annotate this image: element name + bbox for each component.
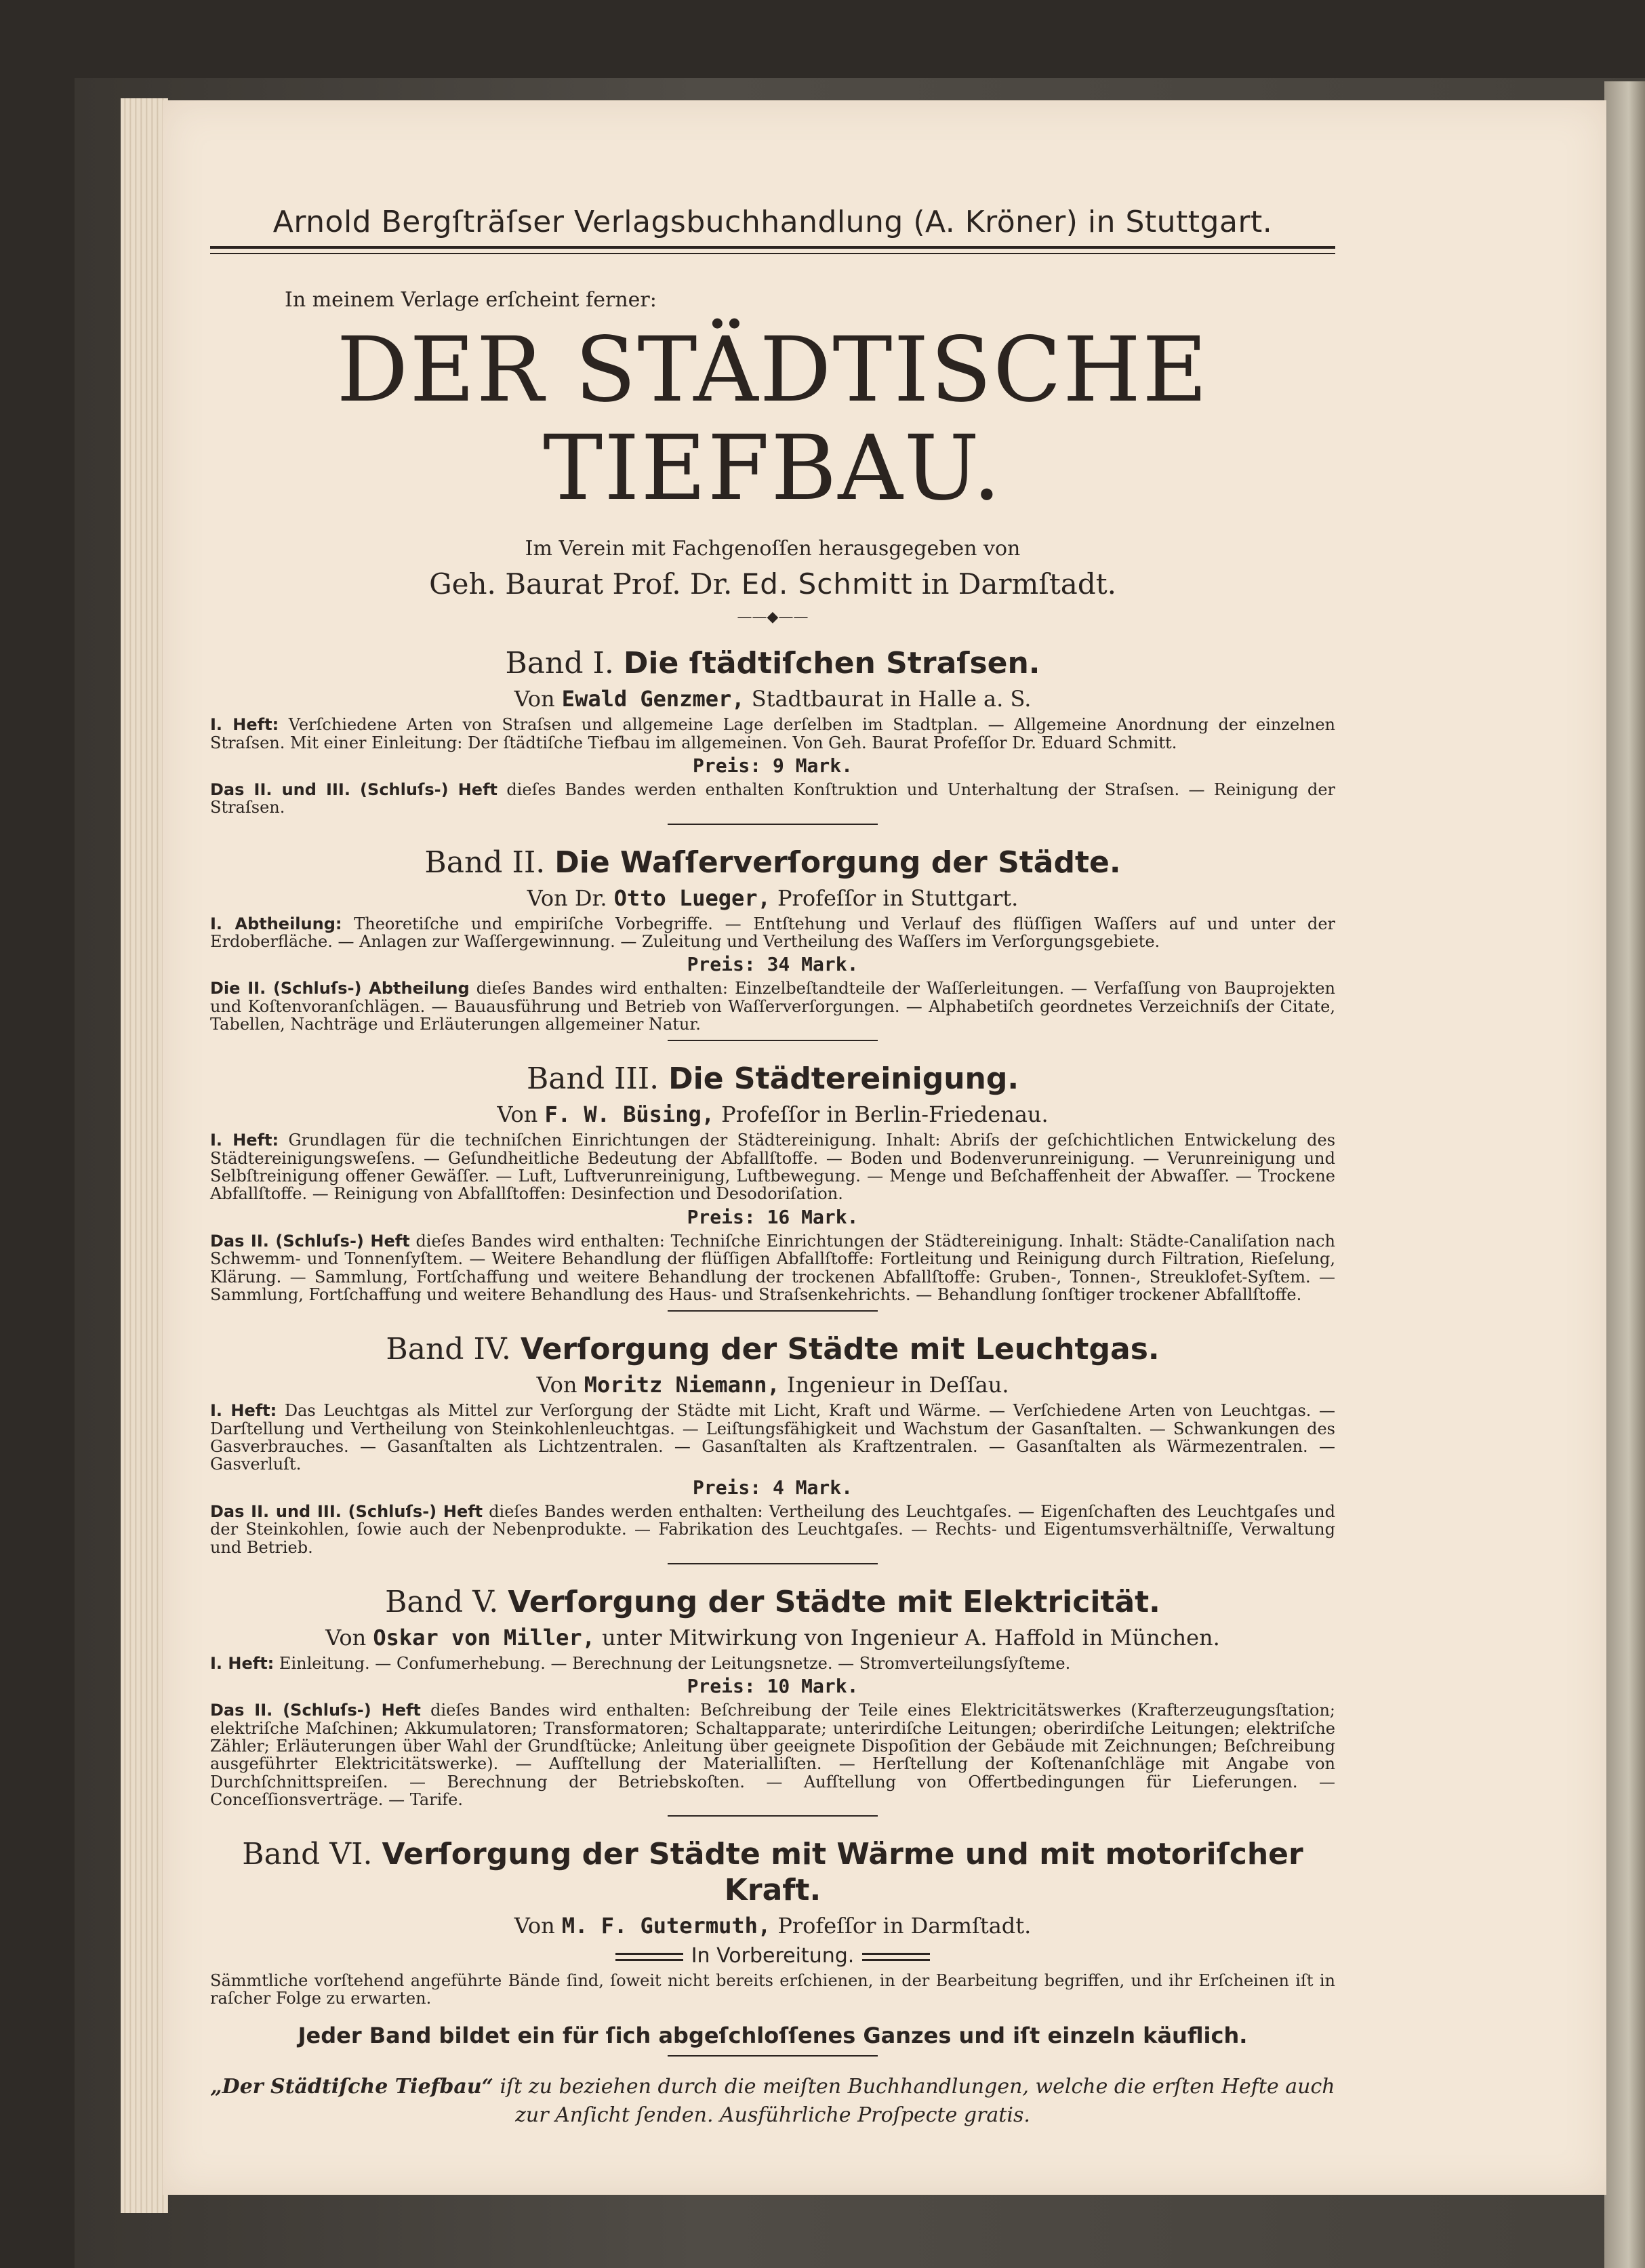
band-number: Band II.	[424, 845, 546, 880]
heft-label: Das II. (Schluſs-) Heft	[210, 1701, 421, 1720]
author-name: Moritz Niemann,	[584, 1372, 780, 1398]
author-name: Oskar von Miller,	[373, 1624, 595, 1651]
availability-note: Sämmtliche vorſtehend angeführte Bände ſind, ſoweit nicht bereits erſchienen, in der Bearbeitung begriffen, und ihr Erſcheinen iſt in raſcher Folge zu erwarten.	[210, 1971, 1335, 2008]
band-heading	[210, 1332, 1335, 1368]
section-divider	[668, 1563, 878, 1564]
band-section	[210, 1332, 1335, 1564]
section-divider	[668, 2055, 878, 2057]
heft-label: I. Abtheilung:	[210, 914, 342, 933]
band-section	[210, 845, 1335, 1042]
page-edges	[121, 98, 168, 2213]
editor-name: Ed. Schmitt	[741, 567, 913, 601]
heft-label: I. Heft:	[210, 1401, 277, 1421]
editor-prefix: Geh. Baurat Prof. Dr.	[429, 567, 733, 601]
author-name: Ewald Genzmer,	[561, 686, 745, 712]
heft-text: dieſes Bandes wird enthalten: Beſchreibung der Teile eines Elektricitätswerkes (Krafterzeugungsſtation; elektriſche Maſchinen; Akkumulatoren; Transformatoren; Schaltapparate; unterirdiſche Leitungen; oberirdiſche Leitungen; elektriſche Zähler; Erläuterungen über Wahl der Grundſtücke; Anleitung über geeignete Dispoſition der Gebäude mit Zeichnungen; Beſchreibung ausgeführter Elektricitätswerke). — Aufſtellung der Materialliſten. — Herſtellung der Koſtenanſchläge mit Angabe von Durchſchnittspreiſen. — Berechnung der Betriebskoſten. — Aufſtellung von Offertbedingungen für Lieferungen. — Conceſſionsverträge. — Tarife.	[210, 1701, 1335, 1810]
band-author	[210, 1625, 1335, 1651]
section-divider	[668, 1310, 878, 1312]
band-number: Band III.	[526, 1061, 659, 1097]
author-title: Profeſſor in Berlin-Friedenau.	[721, 1101, 1049, 1128]
heft-description	[210, 1655, 1335, 1672]
section-divider	[668, 1040, 878, 1041]
band-heading	[210, 1837, 1335, 1909]
band-title: Die ſtädtiſchen Straſsen.	[623, 646, 1040, 681]
heft-text: Einleitung. — Confumerhebung. — Berechnung der Leitungsnetze. — Stromverteilungsſyſteme.	[279, 1653, 1071, 1673]
price: Preis: 16 Mark.	[687, 1205, 859, 1228]
heft-text: dieſes Bandes wird enthalten: Techniſche Einrichtungen der Städtereinigung. Inhalt: Städte-Canaliſation nach Schwemm- und Tonnenſyſtem. — Weitere Behandlung der flüſſigen Abfallſtoffe: Fortleitung und Reinigung durch Filtration, Rieſelung, Klärung. — Sammlung, Fortſchaffung und weitere Behandlung der trockenen Abfallſtoffe: Gruben-, Tonnen-, Streuklofet-Syſtem. — Sammlung, Fortſchaffung und weitere Behandlung des Haus- und Straſsenkehrichts. — Behandlung ſonſtiger trockener Abfallſtoffe.	[210, 1231, 1336, 1305]
closing-text: iſt zu beziehen durch die meiſten Buchhandlungen, welche die erſten Hefte auch zur Anſicht ſenden. Ausführliche Proſpecte gratis.	[500, 2074, 1335, 2127]
heft-label: Das II. und III. (Schluſs-) Heft	[210, 779, 497, 799]
heft-text: Das Leuchtgas als Mittel zur Verſorgung der Städte mit Licht, Kraft und Wärme. — Verſchiedene Arten von Leuchtgas. — Darſtellung und Vertheilung von Steinkohlenleuchtgas. — Leiſtungsfähigkeit und Wachstum der Gasanſtalten. — Schwankungen des Gasverbrauches. — Gasanſtalten als Lichtzentralen. — Gasanſtalten als Kraftzentralen. — Gasanſtalten als Wärmezentralen. — Gasverluſt.	[210, 1401, 1335, 1474]
double-rule	[615, 1953, 683, 1961]
heft-description	[210, 979, 1335, 1033]
heft-text: Grundlagen für die techniſchen Einrichtungen der Städtereinigung. Inhalt: Abriſs der geſchichtlichen Entwickelung des Städtereinigungsweſens. — Geſundheitliche Bedeutung der Abfallſtoffe. — Boden und Bodenverunreinigung. — Verunreinigung und Selbſtreinigung offener Gewäſſer. — Luft, Luftverunreinigung, Luftbewegung. — Menge und Beſchaffenheit der Abwaſſer. — Trockene Abfallſtoffe. — Reinigung von Abfallſtoffen: Desinfection und Desodoriſation.	[210, 1131, 1336, 1204]
heft-text: Verſchiedene Arten von Straſsen und allgemeine Lage derſelben im Stadtplan. — Allgemeine Anordnung der einzelnen Straſsen. Mit einer Einleitung: Der ſtädtiſche Tiefbau im allgemeinen. Von Geh. Baurat Profeſſor Dr. Eduard Schmitt.	[210, 715, 1336, 752]
in-preparation	[210, 1944, 1335, 1968]
band-title: Die Städtereinigung.	[668, 1061, 1019, 1097]
heft-text: dieſes Bandes werden enthalten: Vertheilung des Leuchtgaſes. — Eigenſchaften des Leuchtgaſes und der Steinkohlen, ſowie auch der Nebenprodukte. — Fabrikation des Leuchtgaſes. — Rechts- und Eigentumsverhältniſſe, Verwaltung und Betrieb.	[210, 1501, 1335, 1557]
author-name: F. W. Büsing,	[544, 1101, 714, 1128]
editor-location: in Darmſtadt.	[921, 567, 1116, 601]
heft-description	[210, 716, 1335, 752]
price: Preis: 10 Mark.	[687, 1675, 859, 1698]
heft-description	[210, 1232, 1335, 1304]
band-title: Die Waſſerverſorgung der Städte.	[554, 845, 1121, 880]
band-section	[210, 1585, 1335, 1817]
band-number: Band I.	[505, 646, 614, 681]
author-name: Otto Lueger,	[613, 885, 771, 911]
heft-description	[210, 1131, 1335, 1203]
author-prefix: Von	[536, 1372, 577, 1398]
heft-text: dieſes Bandes wird enthalten: Einzelbeſtandteile der Waſſerleitungen. — Verfaſſung von Bauprojekten und Koſtenvoranſchlägen. — Bauausführung und Betrieb von Waſſerverſorgungen. — Alphabetiſch geordnetes Verzeichniſs der Citate, Tabellen, Nachträge und Erläuterungen allgemeiner Natur.	[210, 979, 1335, 1034]
author-prefix: Von	[514, 686, 555, 712]
editor-name-line	[210, 567, 1335, 601]
author-prefix: Von	[514, 1913, 555, 1939]
band-heading	[210, 1585, 1335, 1621]
price: Preis: 34 Mark.	[687, 953, 859, 976]
editor-line: Im Verein mit Fachgenoſſen herausgegeben von	[525, 537, 1021, 561]
band-heading	[210, 1061, 1335, 1097]
band-author	[210, 885, 1335, 911]
band-section	[210, 646, 1335, 824]
book-spine	[1604, 81, 1645, 2268]
section-divider	[668, 1815, 878, 1817]
band-number: Band VI.	[242, 1837, 373, 1872]
heft-label: I. Heft:	[210, 1653, 275, 1673]
heft-description	[210, 915, 1335, 951]
band-number: Band IV.	[386, 1332, 511, 1367]
heft-description	[210, 1503, 1335, 1556]
author-prefix: Von	[325, 1624, 367, 1651]
band-title: Verſorgung der Städte mit Elektricität.	[508, 1584, 1160, 1619]
band-title: Verſorgung der Städte mit Leuchtgas.	[520, 1332, 1160, 1367]
heft-text: dieſes Bandes werden enthalten Konſtruktion und Unterhaltung der Straſsen. — Reinigung der Straſsen.	[210, 779, 1335, 817]
band-heading	[210, 646, 1335, 682]
band-number: Band V.	[385, 1584, 499, 1619]
ornament: ——◆——	[737, 609, 809, 626]
band-heading	[210, 845, 1335, 881]
band-author	[210, 1101, 1335, 1127]
author-title: unter Mitwirkung von Ingenieur A. Haffold in München.	[602, 1624, 1220, 1651]
author-title: Profeſſor in Stuttgart.	[777, 885, 1019, 911]
price: Preis: 9 Mark.	[692, 754, 853, 777]
author-prefix: Von	[497, 1101, 538, 1128]
band-author	[210, 1372, 1335, 1398]
header-rule	[210, 253, 1335, 254]
page-content	[210, 102, 1335, 2130]
heft-label: Die II. (Schluſs-) Abtheilung	[210, 979, 470, 998]
standalone-note: Jeder Band bildet ein für ſich abgeſchloſſenes Ganzes und iſt einzeln käuflich.	[298, 2022, 1248, 2048]
page-title: DER STÄDTISCHE TIEFBAU.	[336, 318, 1209, 521]
publisher-header: Arnold Bergſträſser Verlagsbuchhandlung (A. Kröner) in Stuttgart.	[210, 205, 1335, 249]
heft-description	[210, 1701, 1335, 1808]
author-title: Stadtbaurat in Halle a. S.	[751, 686, 1032, 712]
heft-description	[210, 1402, 1335, 1474]
author-title: Profeſſor in Darmſtadt.	[777, 1913, 1032, 1939]
heft-description	[210, 781, 1335, 817]
double-rule	[862, 1953, 930, 1961]
author-title: Ingenieur in Deſſau.	[786, 1372, 1009, 1398]
band-author	[210, 1913, 1335, 1939]
author-name: M. F. Gutermuth,	[561, 1913, 771, 1939]
heft-label: I. Heft:	[210, 1131, 279, 1150]
section-divider	[668, 824, 878, 825]
heft-label: Das II. (Schluſs-) Heft	[210, 1231, 410, 1251]
in-preparation-label: In Vorbereitung.	[691, 1944, 855, 1968]
closing-title: „Der Städtiſche Tiefbau“	[210, 2074, 493, 2099]
intro-text: In meinem Verlage erſcheint ferner:	[285, 288, 657, 312]
band-section	[210, 1837, 1335, 1968]
heft-label: Das II. und III. (Schluſs-) Heft	[210, 1501, 483, 1521]
closing-note	[210, 2073, 1335, 2130]
heft-label: I. Heft:	[210, 715, 279, 735]
price: Preis: 4 Mark.	[692, 1476, 853, 1499]
author-prefix: Von Dr.	[527, 885, 607, 911]
band-title: Verſorgung der Städte mit Wärme und mit motoriſcher Kraft.	[382, 1837, 1303, 1908]
band-section	[210, 1061, 1335, 1312]
heft-text: Theoretiſche und empiriſche Vorbegriffe. — Entſtehung und Verlauf des flüſſigen Waſſers auf und unter der Erdoberfläche. — Anlagen zur Waſſergewinnung. — Zuleitung und Vertheilung des Waſſers im Verſorgungsgebiete.	[210, 914, 1335, 951]
band-author	[210, 686, 1335, 712]
